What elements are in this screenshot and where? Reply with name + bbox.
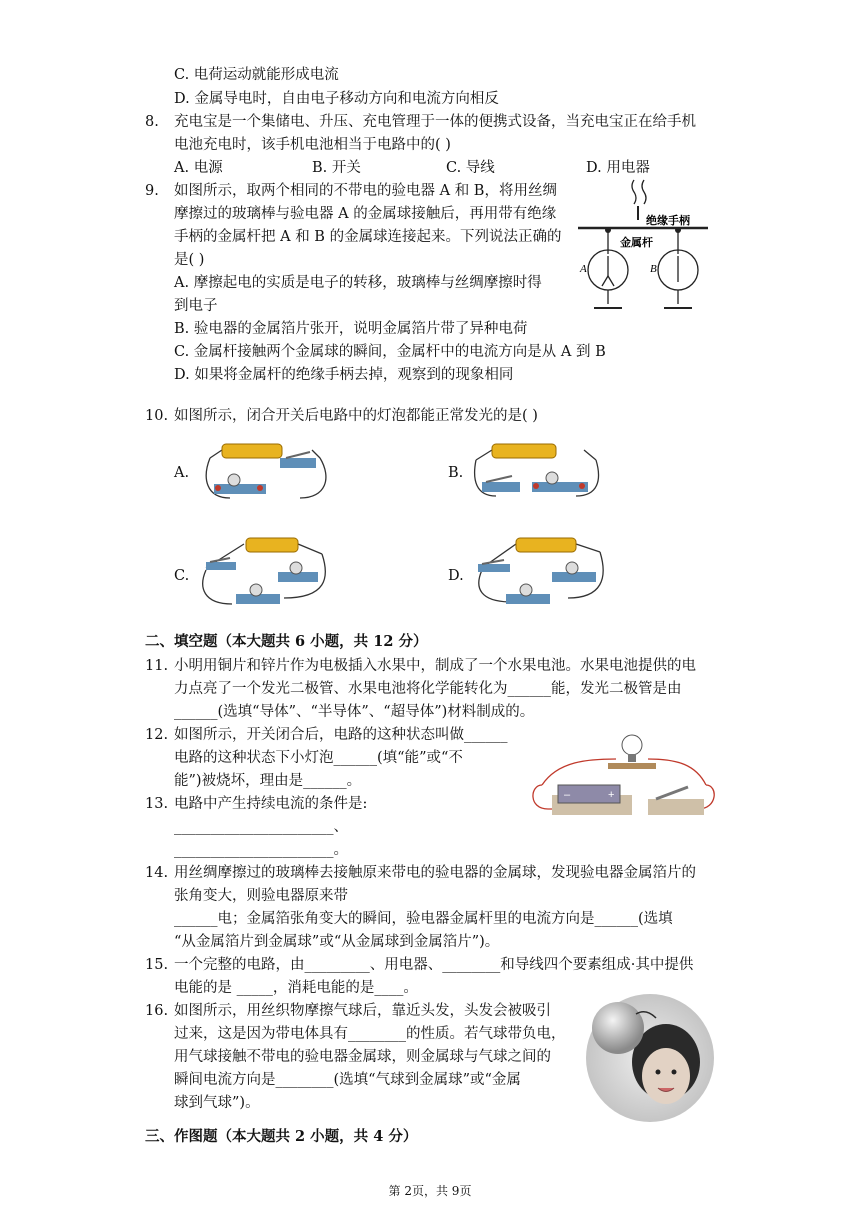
q7-option-c: C. 电荷运动就能形成电流 — [174, 67, 339, 83]
q8-stem-line1: 充电宝是一个集储电、升压、充电管理于一体的便携式设备，当充电宝正在给手机 — [174, 114, 696, 130]
section-2-heading: 二、填空题（本大题共 6 小题，共 12 分） — [145, 633, 428, 650]
q14-line3: ______电；金属箔张角变大的瞬间，验电器金属杆里的电流方向是______(选填 — [174, 911, 673, 927]
balloon-hair-figure — [584, 992, 716, 1124]
electroscope-a-label: A — [580, 263, 587, 275]
short-circuit-figure — [528, 725, 718, 821]
q8-option-b: B. 开关 — [312, 160, 361, 176]
q10-stem: 如图所示，闭合开关后电路中的灯泡都能正常发光的是( ) — [174, 408, 538, 424]
circuit-figure-c — [198, 532, 330, 608]
q10-label-d: D. — [448, 568, 464, 584]
electroscope-b-label: B — [650, 263, 657, 275]
q15-number: 15. — [145, 957, 169, 973]
q9-stem-line2: 摩擦过的玻璃棒与验电器 A 的金属球接触后，再用带有绝缘 — [174, 206, 557, 222]
q13-line1: 电路中产生持续电流的条件是: — [174, 796, 368, 812]
q10-label-c: C. — [174, 568, 190, 584]
q16-line2: 过来，这是因为带电体具有________的性质。若气球带负电， — [174, 1026, 566, 1042]
q16-number: 16. — [145, 1003, 169, 1019]
q12-line2: 电路的这种状态下小灯泡______(填“能”或“不 — [174, 750, 463, 766]
q8-option-a: A. 电源 — [174, 160, 223, 176]
page-footer: 第 2页，共 9页 — [388, 1184, 472, 1198]
q8-option-c: C. 导线 — [446, 160, 495, 176]
q10-label-a: A. — [174, 465, 190, 481]
svg-text:+: + — [608, 789, 615, 801]
q15-line2: 电能的是 _____，消耗电能的是____。 — [174, 980, 418, 996]
q9-option-a-line1: A. 摩擦起电的实质是电子的转移，玻璃棒与丝绸摩擦时得 — [174, 275, 542, 291]
q12-line1: 如图所示，开关闭合后，电路的这种状态叫做______ — [174, 727, 508, 743]
svg-text:–: – — [564, 789, 571, 801]
q9-stem-line4: 是( ) — [174, 252, 205, 268]
electroscope-figure — [574, 176, 714, 318]
q15-line1: 一个完整的电路，由_________、用电器、________和导线四个要素组成·其中提供 — [174, 957, 694, 973]
q9-option-c: C. 金属杆接触两个金属球的瞬间，金属杆中的电流方向是从 A 到 B — [174, 344, 606, 360]
circuit-figure-a — [200, 438, 332, 504]
q9-stem-line1: 如图所示，取两个相同的不带电的验电器 A 和 B，将用丝绸 — [174, 183, 557, 199]
q11-number: 11. — [145, 658, 169, 674]
q9-stem-line3: 手柄的金属杆把 A 和 B 的金属球连接起来。下列说法正确的 — [174, 229, 562, 245]
q14-number: 14. — [145, 865, 169, 881]
circuit-figure-d — [472, 528, 610, 608]
q14-line1: 用丝绸摩擦过的玻璃棒去接触原来带电的验电器的金属球，发现验电器金属箔片的 — [174, 865, 696, 881]
section-3-heading: 三、作图题（本大题共 2 小题，共 4 分） — [145, 1128, 418, 1145]
q9-option-a-line2: 到电子 — [174, 298, 218, 314]
q11-line3: ______(选填“导体”、“半导体”、“超导体”)材料制成的。 — [174, 704, 535, 720]
q14-line2: 张角变大，则验电器原来带 — [174, 888, 348, 904]
q8-option-d: D. 用电器 — [586, 160, 650, 176]
q7-option-d: D. 金属导电时，自由电子移动方向和电流方向相反 — [174, 91, 499, 107]
circuit-figure-b — [472, 438, 604, 504]
q8-stem-line2: 电池充电时，该手机电池相当于电路中的( ) — [174, 137, 451, 153]
q9-option-b: B. 验电器的金属箔片张开，说明金属箔片带了异种电荷 — [174, 321, 528, 337]
q16-line3: 用气球接触不带电的验电器金属球，则金属球与气球之间的 — [174, 1049, 551, 1065]
q10-number: 10. — [145, 408, 169, 424]
q8-number: 8. — [145, 114, 159, 130]
q14-line4: “从金属箔片到金属球”或“从金属球到金属箔片”)。 — [174, 934, 500, 950]
q16-line5: 球到气球”)。 — [174, 1095, 260, 1111]
q11-line2: 力点亮了一个发光二极管、水果电池将化学能转化为______能，发光二极管是由 — [174, 681, 682, 697]
q13-blank1: ______________________、 — [174, 819, 348, 835]
q10-label-b: B. — [448, 465, 464, 481]
q16-line1: 如图所示，用丝织物摩擦气球后，靠近头发，头发会被吸引 — [174, 1003, 551, 1019]
q13-number: 13. — [145, 796, 169, 812]
q9-option-d: D. 如果将金属杆的绝缘手柄去掉，观察到的现象相同 — [174, 367, 514, 383]
insulated-handle-label: 绝缘手柄 — [646, 215, 690, 227]
q13-blank2: ______________________。 — [174, 842, 348, 858]
q12-number: 12. — [145, 727, 169, 743]
q12-line3: 能”)被烧坏，理由是______。 — [174, 773, 362, 789]
q16-line4: 瞬间电流方向是________(选填“气球到金属球”或“金属 — [174, 1072, 521, 1088]
q11-line1: 小明用铜片和锌片作为电极插入水果中，制成了一个水果电池。水果电池提供的电 — [174, 658, 696, 674]
metal-rod-label: 金属杆 — [620, 237, 653, 249]
q9-number: 9. — [145, 183, 159, 199]
